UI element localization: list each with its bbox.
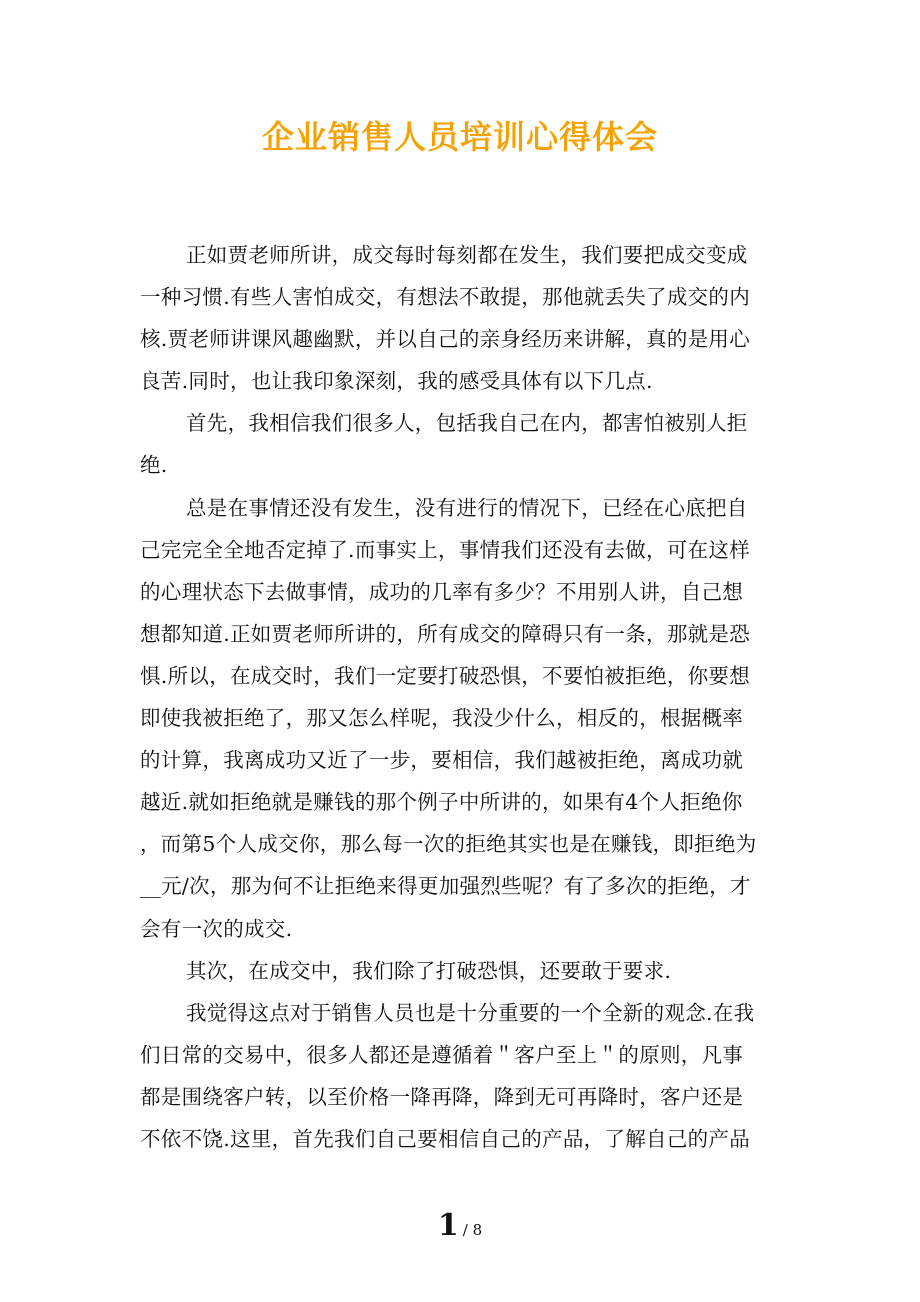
text-line: 惧.所以，在成交时，我们一定要打破恐惧，不要怕被拒绝，你要想	[140, 663, 751, 688]
text-line: 一种习惯.有些人害怕成交，有想法不敢提，那他就丢失了成交的内	[140, 285, 751, 310]
current-page: 1	[437, 1208, 459, 1243]
text-line: 首先，我相信我们很多人，包括我自己在内，都害怕被别人拒	[186, 411, 748, 436]
text-line: 其次，在成交中，我们除了打破恐惧，还要敢于要求.	[186, 958, 672, 983]
document-title: 企业销售人员培训心得体会	[261, 118, 658, 156]
text-line: 的计算，我离成功又近了一步，要相信，我们越被拒绝，离成功就	[140, 748, 744, 773]
text-line: 想都知道.正如贾老师所讲的，所有成交的障碍只有一条，那就是恐	[140, 621, 751, 646]
text-line: 我觉得这点对于销售人员也是十分重要的一个全新的观念.在我	[186, 1000, 755, 1025]
total-pages: / 8	[462, 1221, 483, 1239]
text-line: 的心理状态下去做事情，成功的几率有多少？不用别人讲，自己想	[140, 579, 744, 604]
text-line: 绝.	[140, 453, 168, 478]
text-line: __元/次，那为何不让拒绝来得更加强烈些呢？有了多次的拒绝，才	[140, 874, 751, 899]
document-body	[140, 234, 785, 1160]
text-line: 们日常的交易中，很多人都还是遵循着＂客户至上＂的原则，凡事	[140, 1042, 744, 1067]
text-line: 不依不饶.这里，首先我们自己要相信自己的产品，了解自己的产品	[140, 1126, 751, 1151]
text-line: ，而第5个人成交你，那么每一次的拒绝其实也是在赚钱，即拒绝为	[140, 832, 757, 857]
text-line: 会有一次的成交.	[140, 916, 293, 941]
page-indicator	[0, 1208, 920, 1243]
text-line: 己完完全全地否定掉了.而事实上，事情我们还没有去做，可在这样	[140, 537, 751, 562]
text-line: 总是在事情还没有发生，没有进行的情况下，已经在心底把自	[186, 495, 748, 520]
text-line: 即使我被拒绝了，那又怎么样呢，我没少什么，相反的，根据概率	[140, 706, 744, 731]
text-line: 都是围绕客户转，以至价格一降再降，降到无可再降时，客户还是	[140, 1084, 744, 1109]
text-line: 越近.就如拒绝就是赚钱的那个例子中所讲的，如果有4个人拒绝你	[140, 790, 743, 815]
text-line: 良苦.同时，也让我印象深刻，我的感受具体有以下几点.	[140, 369, 653, 394]
text-line: 正如贾老师所讲，成交每时每刻都在发生，我们要把成交变成	[186, 243, 748, 267]
text-line: 核.贾老师讲课风趣幽默，并以自己的亲身经历来讲解，真的是用心	[140, 327, 751, 352]
